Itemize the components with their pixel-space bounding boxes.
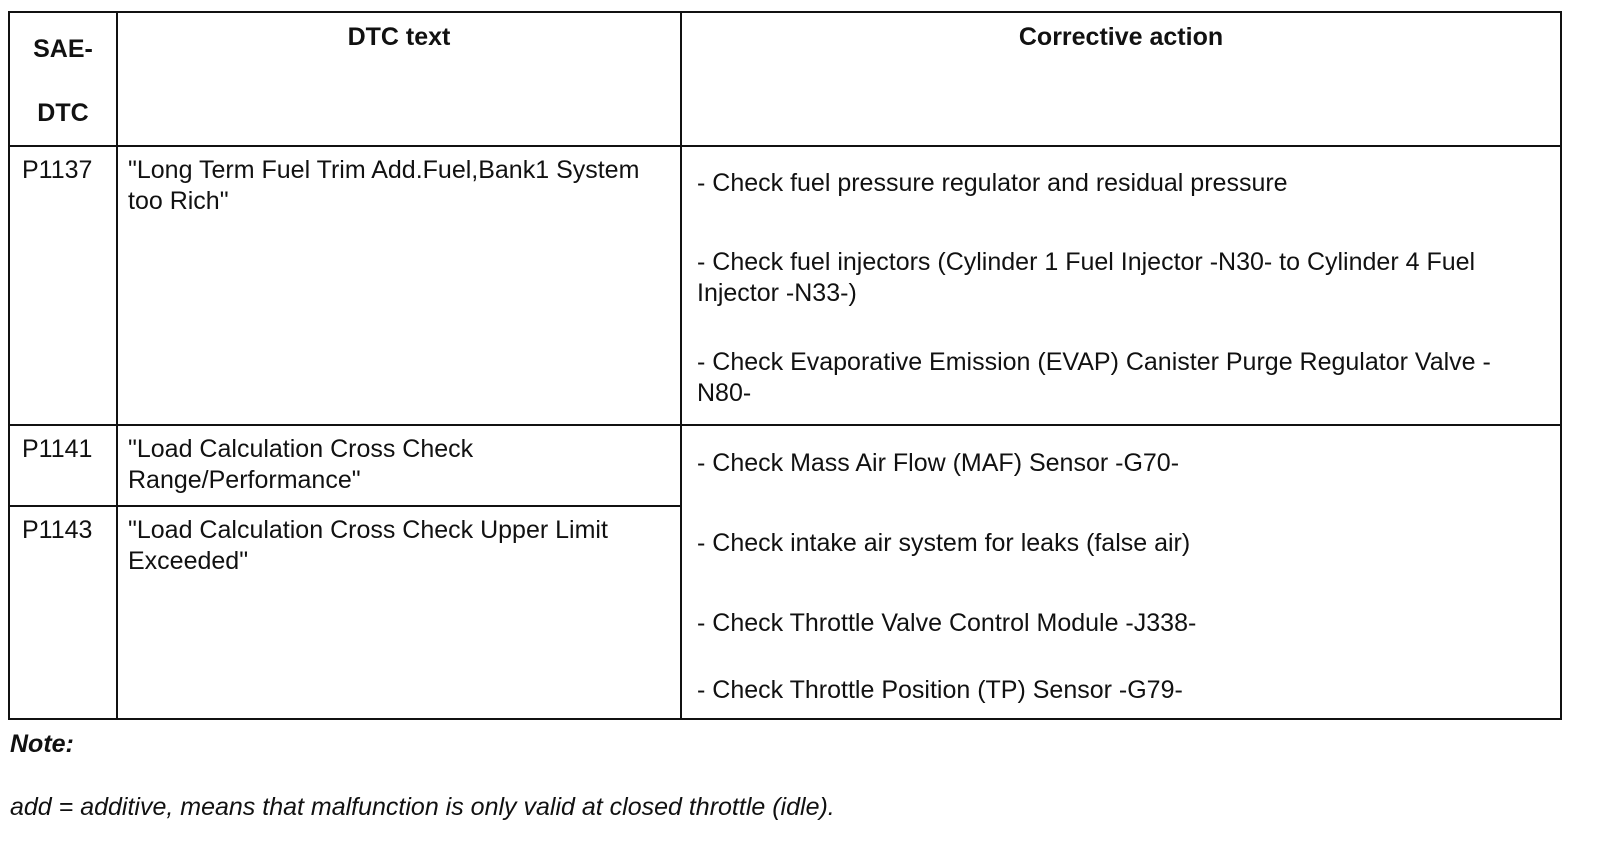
table-header-row [9,12,1561,146]
table-row [9,425,1561,506]
action-item: - Check fuel injectors (Cylinder 1 Fuel Injector -N30- to Cylinder 4 Fuel Injector -N33-) [697,248,1476,307]
action-item: - Check Evaporative Emission (EVAP) Canister Purge Regulator Valve -N80- [697,348,1491,407]
action-item: - Check Throttle Position (TP) Sensor -G79- [697,676,1183,704]
header-dtc-text: DTC text [117,12,681,146]
header-sae-line2: DTC [37,99,89,127]
corrective-action-cell [681,425,1561,719]
dtc-table [8,11,1562,720]
action-item: - Check intake air system for leaks (false air) [697,529,1191,557]
dtc-code: P1137 [9,146,117,425]
dtc-description: "Load Calculation Cross Check Range/Performance" [117,425,681,506]
action-item: - Check fuel pressure regulator and residual pressure [697,169,1288,197]
dtc-code: P1143 [9,506,117,719]
action-item: - Check Throttle Valve Control Module -J338- [697,609,1197,637]
corrective-action-cell [681,146,1561,425]
header-sae-line1: SAE- [33,35,93,63]
dtc-description: "Long Term Fuel Trim Add.Fuel,Bank1 System too Rich" [117,146,681,425]
action-item: - Check Mass Air Flow (MAF) Sensor -G70- [697,449,1180,477]
note-heading: Note: [10,730,74,758]
dtc-description: "Load Calculation Cross Check Upper Limit Exceeded" [117,506,681,719]
note-text: add = additive, means that malfunction is only valid at closed throttle (idle). [10,793,835,821]
table-row [9,146,1561,425]
dtc-code: P1141 [9,425,117,506]
header-sae-dtc [9,12,117,146]
header-corrective-action: Corrective action [681,12,1561,146]
